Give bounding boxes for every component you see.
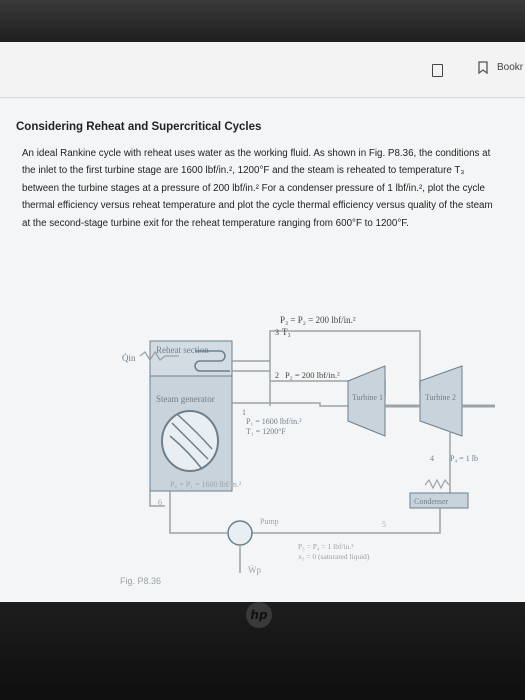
state-6-number: 6 [158, 498, 162, 507]
steam-generator-label: Steam generator [156, 394, 215, 404]
main-steam-pipe [232, 403, 350, 406]
bookmark-label[interactable]: Bookr [497, 62, 524, 73]
state-5-quality: x₅ = 0 (saturated liquid) [298, 552, 370, 561]
state-2-number: 2 [275, 371, 279, 380]
turbine-1-label: Turbine 1 [352, 393, 384, 402]
state-4-pressure: P₄ = 1 lb [450, 454, 478, 463]
state-5-pressure: P₅ = P₄ = 1 lbf/in.² [298, 542, 354, 551]
state-1-number: 1 [242, 408, 246, 417]
state-1-temperature: T₁ = 1200°F [246, 427, 286, 436]
state-5-number: 5 [382, 520, 386, 529]
state-2-pressure: P₂ = 200 lbf/in.² [285, 370, 340, 380]
state-1-pressure: P₁ = 1600 lbf/in.² [246, 417, 302, 426]
screen [0, 42, 525, 602]
state-3-pressure: P₃ = P₂ = 200 lbf/in.² [280, 315, 356, 325]
pump [228, 521, 252, 545]
problem-paragraph: An ideal Rankine cycle with reheat uses water as the working fluid. As shown in Fig. P8.36, the conditions at the inlet to the first turbine stage are 1600 lbf/in.², 1200°F and the steam is reheated to temperature T₃ between the turbine stages at a pressure of 200 lbf/in.² For a condenser pressure of 1 lbf/in.², plot the cycle thermal efficiency versus reheat temperature and plot the cycle thermal efficiency versus quality of the steam at the second-stage turbine exit for the reheat temperature ranging from 600°F to 1200°F. [22, 148, 493, 229]
rankine-figure [120, 311, 510, 586]
reheat-label: Reheat section [156, 345, 209, 355]
pump-label: Pump [260, 517, 279, 526]
problem-content [0, 99, 525, 602]
qin-label: Q̇in [122, 353, 136, 363]
turbine-2-label: Turbine 2 [425, 393, 457, 402]
state-6-pressure: P₆ = P₁ = 1600 lbf/in.² [170, 480, 242, 489]
state-4-number: 4 [430, 454, 434, 463]
feedwater-pipe [170, 491, 228, 533]
condenser-label: Condenser [414, 497, 449, 506]
heat-rejection-arrow [425, 480, 449, 488]
toolbar [0, 42, 525, 98]
state-3-number: 3 [275, 328, 279, 337]
bookmark-icon[interactable] [478, 61, 488, 79]
copy-icon[interactable] [432, 64, 443, 77]
wp-label: Ẇp [248, 565, 261, 575]
laptop-bezel-top [0, 0, 525, 42]
state-3-temperature: T₃ [282, 327, 291, 337]
problem-title: Considering Reheat and Supercritical Cycles [16, 121, 262, 133]
hp-logo: hp [246, 602, 272, 628]
figure-caption: Fig. P8.36 [120, 576, 162, 586]
